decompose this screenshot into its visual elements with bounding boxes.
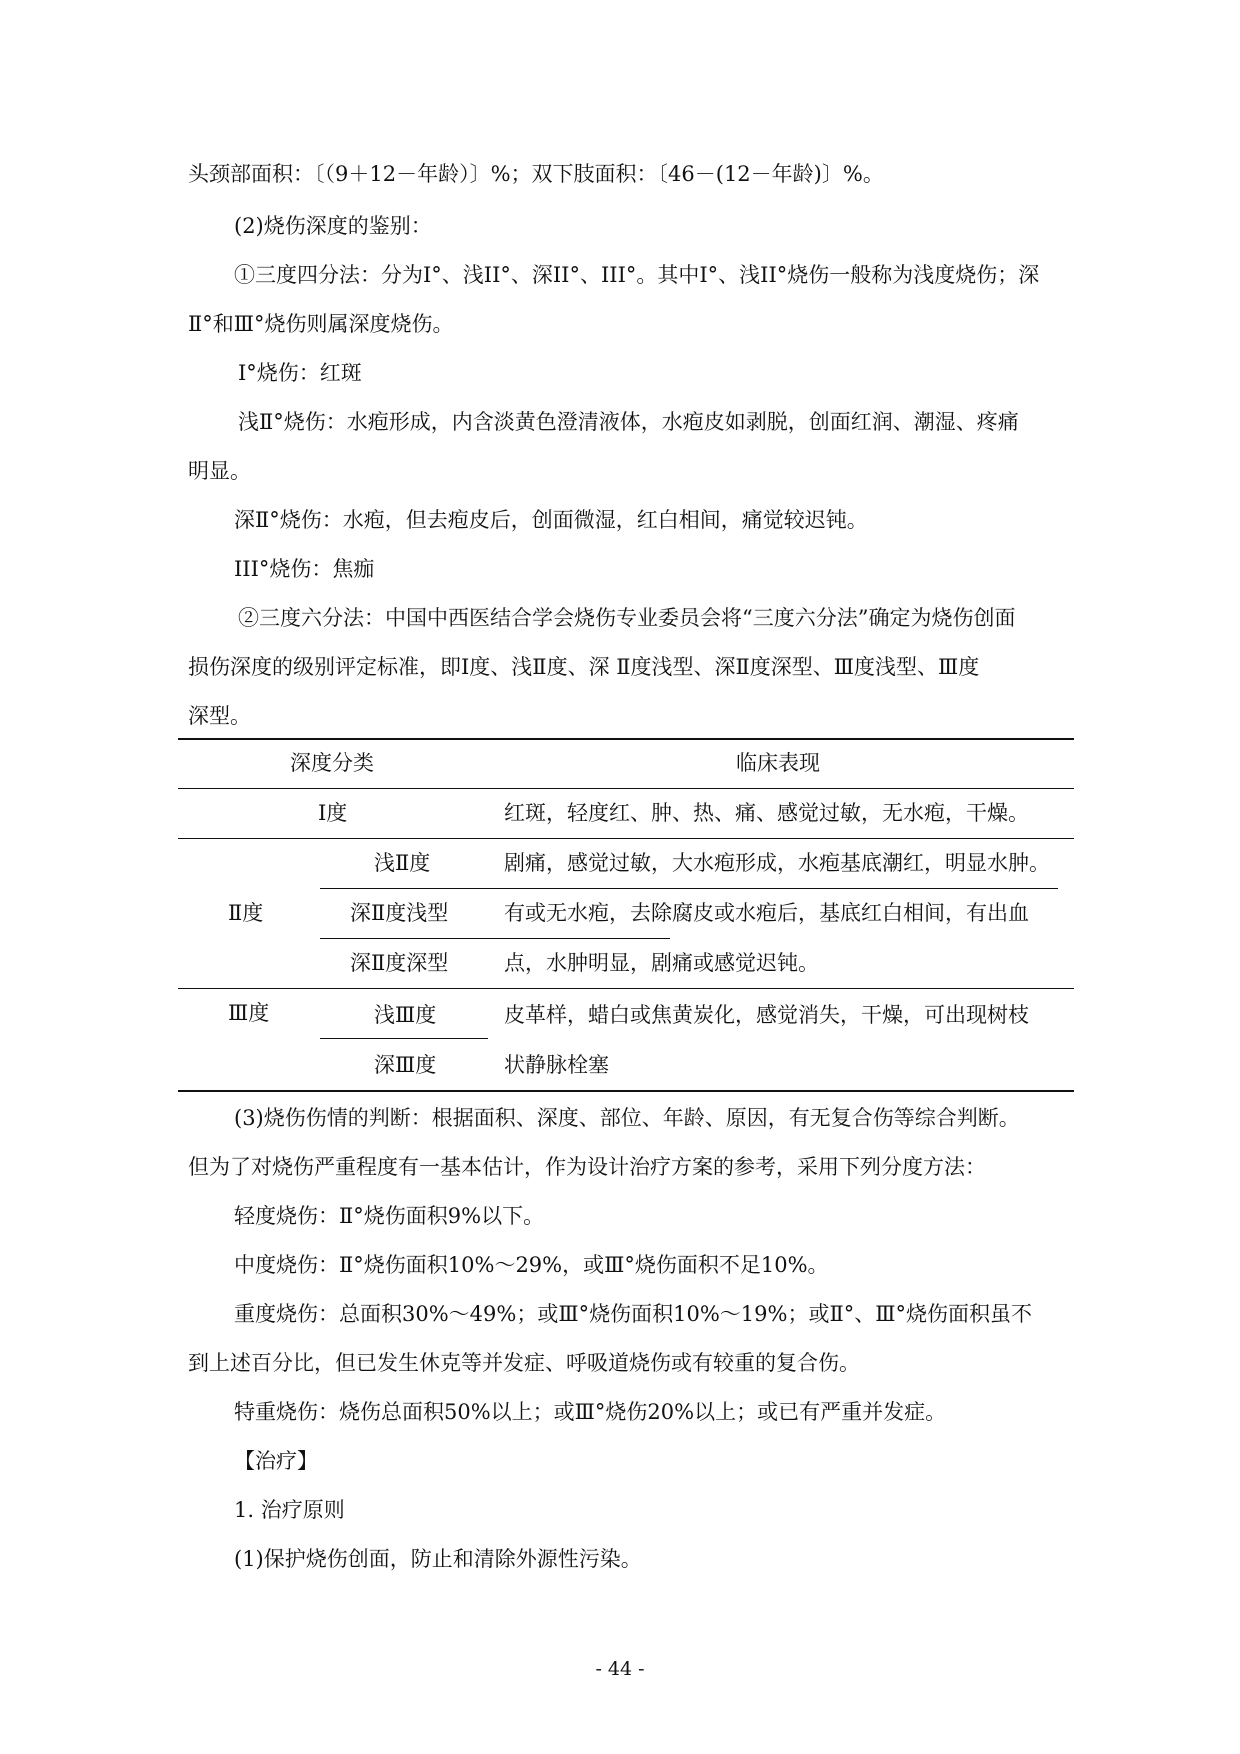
treatment-principle-item1: (1)保护烧伤创面，防止和清除外源性污染。 <box>234 1547 642 1571</box>
table-row-rule <box>178 838 1074 839</box>
table-row-rule <box>178 988 1074 989</box>
table-subrow-rule <box>320 1038 488 1039</box>
method1-line2: Ⅱ°和Ⅲ°烧伤则属深度烧伤。 <box>188 312 454 336</box>
degree3-description: III°烧伤：焦痂 <box>234 557 375 581</box>
table-degree3-shallow-label: 浅Ⅲ度 <box>374 1003 437 1027</box>
table-degree2-shallow-label: 浅Ⅱ度 <box>374 851 431 875</box>
treatment-principle-heading: 1. 治疗原则 <box>234 1498 345 1522</box>
table-subrow-rule <box>320 888 1058 889</box>
table-degree3-desc-line1: 皮革样，蜡白或焦黄炭化，感觉消失，干燥，可出现树枝 <box>504 1003 1029 1027</box>
method2-line2: 损伤深度的级别评定标准，即Ⅰ度、浅Ⅱ度、深 Ⅱ度浅型、深Ⅱ度深型、Ⅲ度浅型、Ⅲ度 <box>188 655 980 679</box>
table-degree1-desc: 红斑，轻度红、肿、热、痛、感觉过敏，无水疱，干燥。 <box>504 801 1029 825</box>
table-degree2-label: Ⅱ度 <box>228 901 264 925</box>
mild-burn: 轻度烧伤：Ⅱ°烧伤面积9%以下。 <box>234 1204 545 1228</box>
table-degree2-deep-desc-line2: 点，水肿明显，剧痛或感觉迟钝。 <box>504 951 819 975</box>
table-degree2-deep-shallow-label: 深Ⅱ度浅型 <box>350 901 449 925</box>
critical-burn: 特重烧伤：烧伤总面积50%以上；或Ⅲ°烧伤20%以上；或已有严重并发症。 <box>234 1400 947 1424</box>
depth-identification-heading: (2)烧伤深度的鉴别： <box>234 214 432 238</box>
table-degree1-label: Ⅰ度 <box>318 801 348 825</box>
head-area-formula: 头颈部面积：〔（9＋12－年龄）〕%；双下肢面积：〔46－(12－年龄)〕%。 <box>188 162 884 186</box>
table-degree3-deep-label: 深Ⅲ度 <box>374 1053 437 1077</box>
treatment-heading: 【治疗】 <box>234 1449 318 1473</box>
table-degree3-label: Ⅲ度 <box>228 1001 270 1025</box>
page-number: - 44 - <box>595 1658 645 1680</box>
table-subrow-rule <box>320 938 670 939</box>
table-bottom-rule <box>178 1090 1074 1092</box>
severity-judgment-line1: (3)烧伤伤情的判断：根据面积、深度、部位、年龄、原因，有无复合伤等综合判断。 <box>234 1106 1020 1130</box>
table-degree2-deep-desc-line1: 有或无水疱，去除腐皮或水疱后，基底红白相间，有出血 <box>504 901 1029 925</box>
table-degree2-deep-deep-label: 深Ⅱ度深型 <box>350 951 449 975</box>
shallow-degree2-line1: 浅Ⅱ°烧伤：水疱形成，内含淡黄色澄清液体，水疱皮如剥脱，创面红润、潮湿、疼痛 <box>238 410 1019 434</box>
severity-judgment-line2: 但为了对烧伤严重程度有一基本估计，作为设计治疗方案的参考，采用下列分度方法： <box>188 1155 986 1179</box>
table-degree3-desc-line2: 状静脉栓塞 <box>504 1053 609 1077</box>
table-header-depth: 深度分类 <box>290 751 374 775</box>
shallow-degree2-line2: 明显。 <box>188 459 251 483</box>
moderate-burn: 中度烧伤：Ⅱ°烧伤面积10%～29%，或Ⅲ°烧伤面积不足10%。 <box>234 1253 829 1277</box>
table-header-rule <box>178 788 1074 789</box>
table-degree2-shallow-desc: 剧痛，感觉过敏，大水疱形成，水疱基底潮红，明显水肿。 <box>504 851 1050 875</box>
burn-depth-table <box>178 738 1074 1092</box>
severe-burn-line1: 重度烧伤：总面积30%～49%；或Ⅲ°烧伤面积10%～19%；或Ⅱ°、Ⅲ°烧伤面积虽不 <box>234 1302 1032 1326</box>
method1-line1: ①三度四分法：分为I°、浅II°、深II°、III°。其中I°、浅II°烧伤一般称为浅度烧伤；深 <box>234 263 1040 287</box>
table-header-clinical: 临床表现 <box>736 751 820 775</box>
deep-degree2-description: 深Ⅱ°烧伤：水疱，但去疱皮后，创面微湿，红白相间，痛觉较迟钝。 <box>234 508 868 532</box>
degree1-description: I°烧伤：红斑 <box>238 361 362 385</box>
table-top-rule <box>178 738 1074 740</box>
severe-burn-line2: 到上述百分比，但已发生休克等并发症、呼吸道烧伤或有较重的复合伤。 <box>188 1351 860 1375</box>
method2-line3: 深型。 <box>188 704 251 728</box>
method2-line1: ②三度六分法：中国中西医结合学会烧伤专业委员会将“三度六分法”确定为烧伤创面 <box>238 606 1016 630</box>
